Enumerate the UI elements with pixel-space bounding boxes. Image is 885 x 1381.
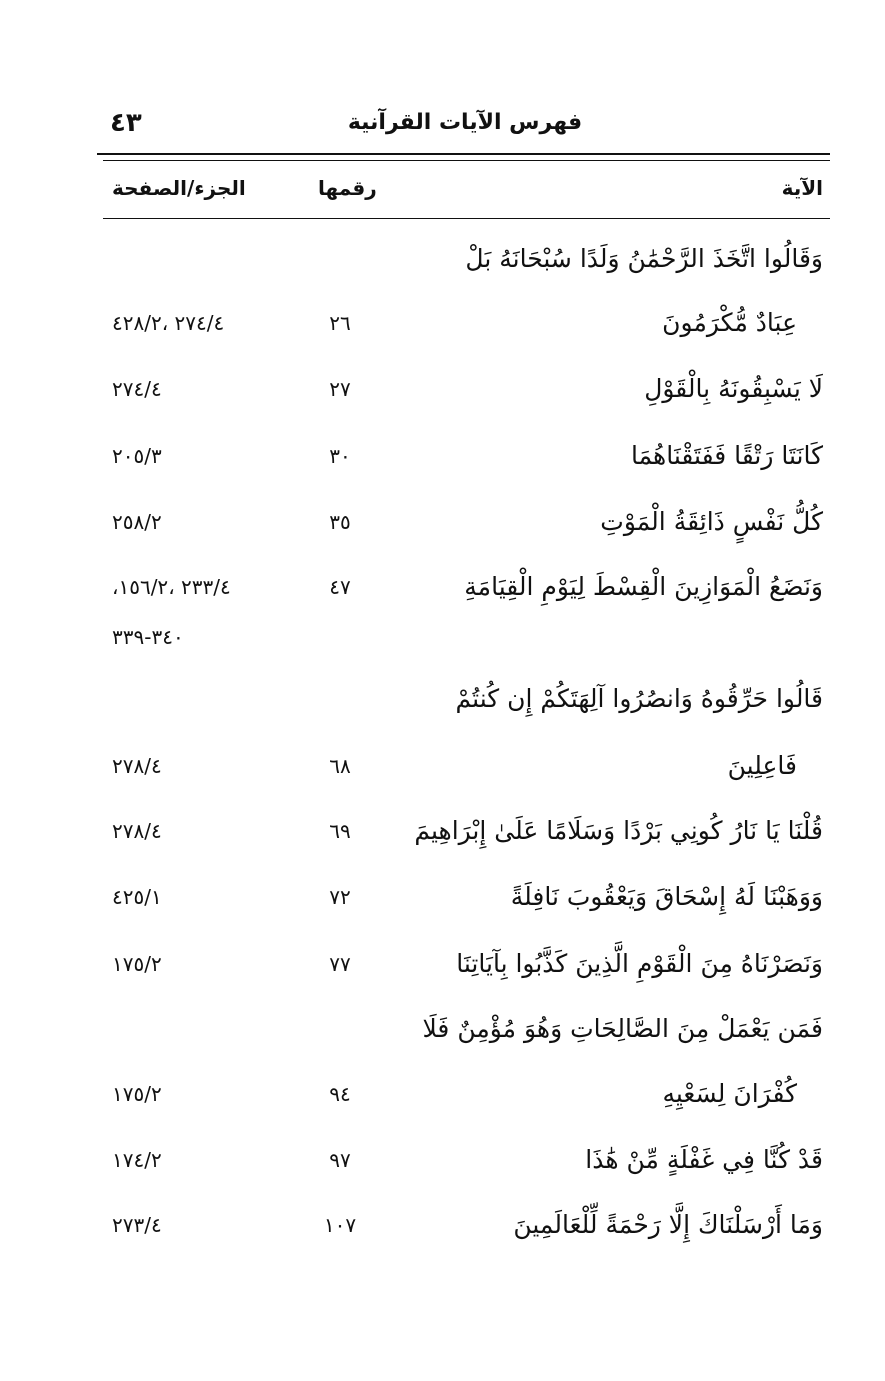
volume-page-reference: ١٧٤/٢ bbox=[112, 1148, 162, 1172]
verse-text: وَوَهَبْنَا لَهُ إِسْحَاقَ وَيَعْقُوبَ نَافِلَةً bbox=[510, 882, 823, 911]
table-row-continuation bbox=[0, 612, 885, 662]
header-rule-thick bbox=[97, 153, 830, 155]
table-row bbox=[0, 298, 885, 348]
volume-page-reference: ٢٣٣/٤ ،١٥٦/٢، bbox=[112, 575, 231, 599]
volume-page-reference: ٢٧٨/٤ bbox=[112, 754, 162, 778]
verse-text: قَدْ كُنَّا فِي غَفْلَةٍ مِّنْ هَٰذَا bbox=[585, 1145, 823, 1174]
verse-number: ٢٦ bbox=[329, 311, 351, 335]
verse-text: عِبَادٌ مُّكْرَمُونَ bbox=[662, 308, 797, 337]
verse-number: ٣٥ bbox=[329, 510, 351, 534]
table-row bbox=[0, 364, 885, 414]
table-row bbox=[0, 674, 885, 724]
verse-number: ٩٤ bbox=[329, 1082, 351, 1106]
verse-text: كُلُّ نَفْسٍ ذَائِقَةُ الْمَوْتِ bbox=[600, 507, 823, 536]
table-row bbox=[0, 497, 885, 547]
table-row bbox=[0, 431, 885, 481]
column-header-number: رقمها bbox=[318, 176, 377, 200]
table-row bbox=[0, 872, 885, 922]
verse-text: وَمَا أَرْسَلْنَاكَ إِلَّا رَحْمَةً لِّلْعَالَمِينَ bbox=[513, 1210, 823, 1239]
table-row bbox=[0, 1135, 885, 1185]
table-row bbox=[0, 1069, 885, 1119]
verse-number: ٩٧ bbox=[329, 1148, 351, 1172]
table-row bbox=[0, 741, 885, 791]
verse-number: ٣٠ bbox=[329, 444, 351, 468]
verse-text: فَمَن يَعْمَلْ مِنَ الصَّالِحَاتِ وَهُوَ مُؤْمِنٌ فَلَا bbox=[422, 1014, 823, 1043]
volume-page-reference: ٤٢٥/١ bbox=[112, 885, 162, 909]
table-row bbox=[0, 234, 885, 284]
verse-number: ١٠٧ bbox=[323, 1213, 357, 1237]
verse-text: فَاعِلِينَ bbox=[727, 751, 797, 780]
volume-page-reference: ٢٧٣/٤ bbox=[112, 1213, 162, 1237]
volume-page-reference: ٢٧٤/٤ ،٤٢٨/٢ bbox=[112, 311, 225, 335]
page-number: ٤٣ bbox=[110, 108, 142, 138]
verse-text: وَقَالُوا اتَّخَذَ الرَّحْمَٰنُ وَلَدًا سُبْحَانَهُ بَلْ bbox=[465, 244, 823, 273]
table-row bbox=[0, 1004, 885, 1054]
table-row bbox=[0, 562, 885, 612]
column-header-reference: الجزء/الصفحة bbox=[112, 176, 246, 200]
verse-number: ٧٧ bbox=[329, 952, 351, 976]
verse-number: ٦٨ bbox=[329, 754, 351, 778]
table-row bbox=[0, 1200, 885, 1250]
volume-page-reference: ٣٤٠-٣٣٩ bbox=[112, 625, 184, 649]
volume-page-reference: ٢٧٤/٤ bbox=[112, 377, 162, 401]
column-header-verse: الآية bbox=[781, 176, 823, 200]
verse-text: لَا يَسْبِقُونَهُ بِالْقَوْلِ bbox=[644, 374, 823, 403]
verse-number: ٦٩ bbox=[329, 819, 351, 843]
header-rule-thin bbox=[103, 160, 830, 161]
column-header-rule bbox=[103, 218, 830, 219]
volume-page-reference: ٢٧٨/٤ bbox=[112, 819, 162, 843]
verse-text: كُفْرَانَ لِسَعْيِهِ bbox=[662, 1079, 797, 1108]
verse-number: ٤٧ bbox=[329, 575, 351, 599]
verse-number: ٢٧ bbox=[329, 377, 351, 401]
table-row bbox=[0, 939, 885, 989]
verse-text: وَنَضَعُ الْمَوَازِينَ الْقِسْطَ لِيَوْمِ الْقِيَامَةِ bbox=[464, 572, 823, 601]
volume-page-reference: ٢٥٨/٢ bbox=[112, 510, 162, 534]
volume-page-reference: ٢٠٥/٣ bbox=[112, 444, 162, 468]
verse-text: قُلْنَا يَا نَارُ كُونِي بَرْدًا وَسَلَامًا عَلَىٰ إِبْرَاهِيمَ bbox=[414, 816, 823, 845]
verse-number: ٧٢ bbox=[329, 885, 351, 909]
page-title: فهرس الآيات القرآنية bbox=[347, 110, 583, 135]
verse-text: وَنَصَرْنَاهُ مِنَ الْقَوْمِ الَّذِينَ كَذَّبُوا بِآيَاتِنَا bbox=[456, 949, 823, 978]
verse-text: قَالُوا حَرِّقُوهُ وَانصُرُوا آلِهَتَكُمْ إِن كُنتُمْ bbox=[455, 684, 823, 713]
verse-text: كَانَتَا رَتْقًا فَفَتَقْنَاهُمَا bbox=[630, 441, 823, 470]
volume-page-reference: ١٧٥/٢ bbox=[112, 952, 162, 976]
table-row bbox=[0, 806, 885, 856]
volume-page-reference: ١٧٥/٢ bbox=[112, 1082, 162, 1106]
